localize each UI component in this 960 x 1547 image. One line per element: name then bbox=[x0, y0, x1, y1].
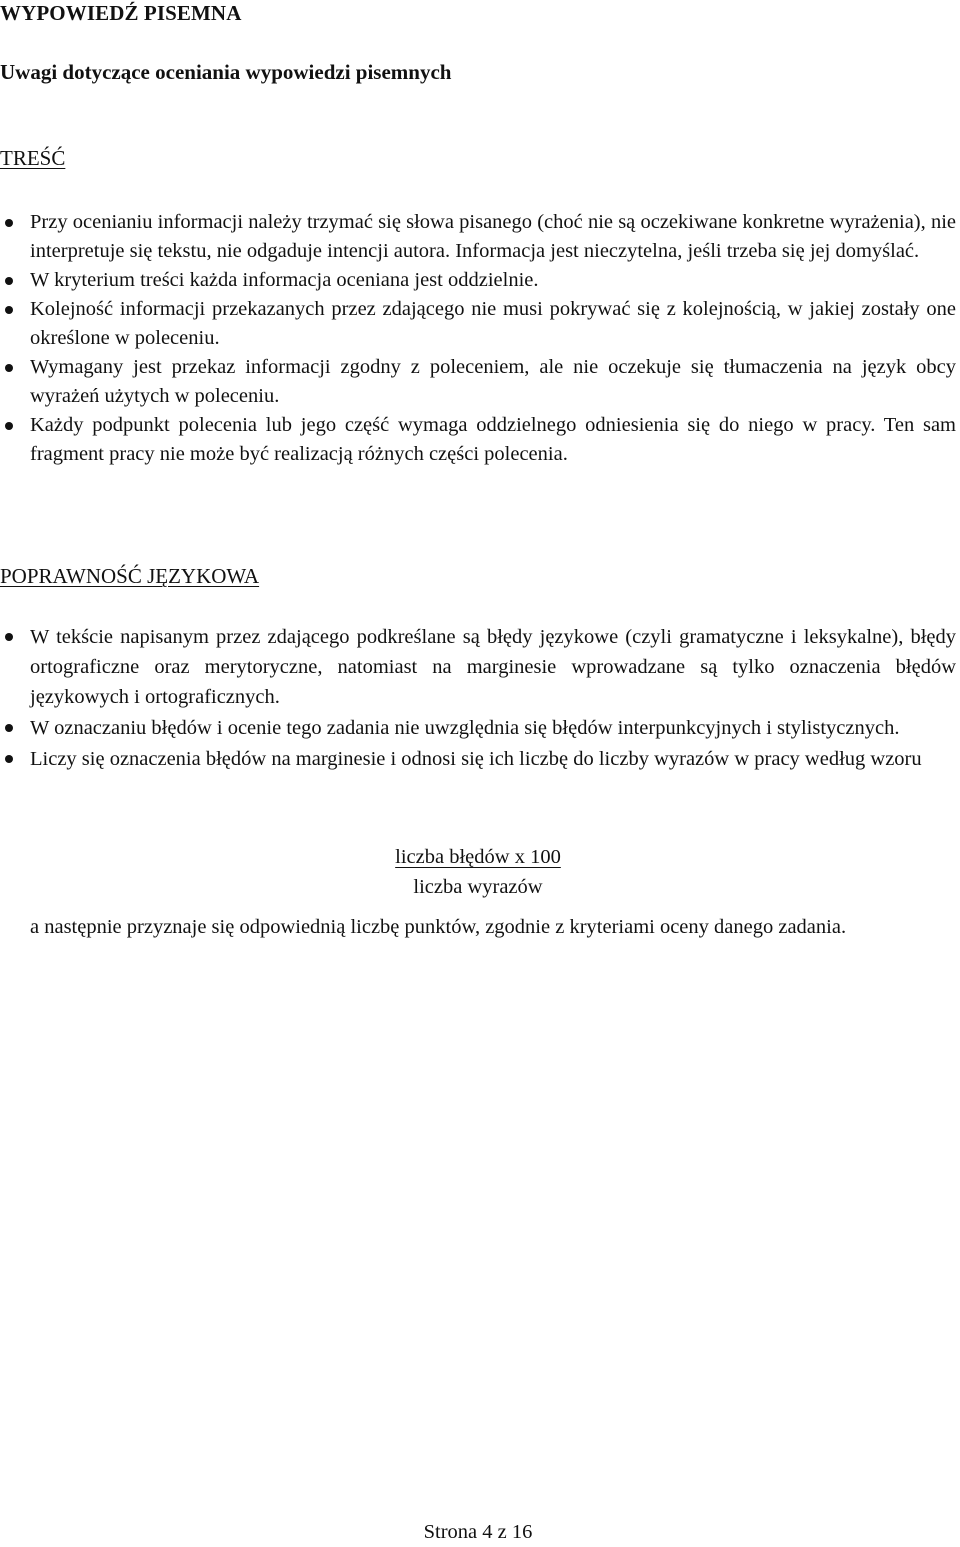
poprawnosc-list bbox=[0, 622, 956, 775]
list-item bbox=[0, 353, 956, 411]
bullet-icon bbox=[5, 755, 13, 763]
list-item bbox=[0, 208, 956, 266]
bullet-icon bbox=[5, 724, 13, 732]
bullet-icon bbox=[5, 306, 13, 314]
list-item-text: W kryterium treści każda informacja oceniana jest oddzielnie. bbox=[30, 269, 539, 291]
list-item bbox=[0, 411, 956, 469]
list-item-text: W oznaczaniu błędów i ocenie tego zadania nie uwzględnia się błędów interpunkcyjnych i stylistycznych. bbox=[30, 717, 900, 739]
section-heading-tresc: TREŚĆ bbox=[0, 146, 66, 170]
list-item bbox=[0, 266, 956, 295]
list-item-text: Wymagany jest przekaz informacji zgodny z poleceniem, ale nie oczekuje się tłumaczenia na język obcy wyrażeń użytych w poleceniu. bbox=[30, 356, 956, 407]
bullet-icon bbox=[5, 364, 13, 372]
list-item-text: Każdy podpunkt polecenia lub jego część wymaga oddzielnego odniesienia się do niego w pracy. Ten sam fragment pracy nie może być realizacją różnych części polecenia. bbox=[30, 414, 956, 465]
list-item bbox=[0, 713, 956, 743]
formula-numerator-line bbox=[0, 842, 956, 872]
bullet-icon bbox=[5, 219, 13, 227]
bullet-icon bbox=[5, 422, 13, 430]
list-item bbox=[0, 622, 956, 712]
list-item-text: Kolejność informacji przekazanych przez zdającego nie musi pokrywać się z kolejnością, w jakiej zostały one określone w poleceniu. bbox=[30, 298, 956, 349]
formula-numerator: liczba błędów x 100 bbox=[395, 846, 561, 868]
formula-denominator: liczba wyrazów bbox=[413, 876, 543, 898]
list-item bbox=[0, 744, 956, 774]
document-title: WYPOWIEDŹ PISEMNA bbox=[0, 1, 242, 25]
list-item bbox=[0, 295, 956, 353]
document-subtitle: Uwagi dotyczące oceniania wypowiedzi pisemnych bbox=[0, 60, 452, 84]
page-number: Strona 4 z 16 bbox=[423, 1521, 533, 1543]
list-item-text: W tekście napisanym przez zdającego podkreślane są błędy językowe (czyli gramatyczne i leksykalne), błędy ortograficzne oraz merytoryczne, natomiast na marginesie wprowadzane są tylko oznaczenia błędów językowych i ortograficznych. bbox=[30, 626, 956, 708]
bullet-icon bbox=[5, 633, 13, 641]
conclusion-text: a następnie przyznaje się odpowiednią liczbę punktów, zgodnie z kryteriami oceny danego zadania. bbox=[30, 916, 847, 938]
list-item-text: Liczy się oznaczenia błędów na marginesie i odnosi się ich liczbę do liczby wyrazów w pracy według wzoru bbox=[30, 748, 922, 770]
bullet-icon bbox=[5, 277, 13, 285]
error-formula bbox=[0, 842, 956, 902]
list-item-text: Przy ocenianiu informacji należy trzymać się słowa pisanego (choć nie są oczekiwane konkretne wyrażenia), nie interpretuje się tekstu, nie odgaduje intencji autora. Informacja jest nieczytelna, jeśli trzeba się jej domyślać. bbox=[30, 211, 956, 262]
tresc-list bbox=[0, 208, 956, 469]
section-heading-poprawnosc: POPRAWNOŚĆ JĘZYKOWA bbox=[0, 564, 260, 588]
